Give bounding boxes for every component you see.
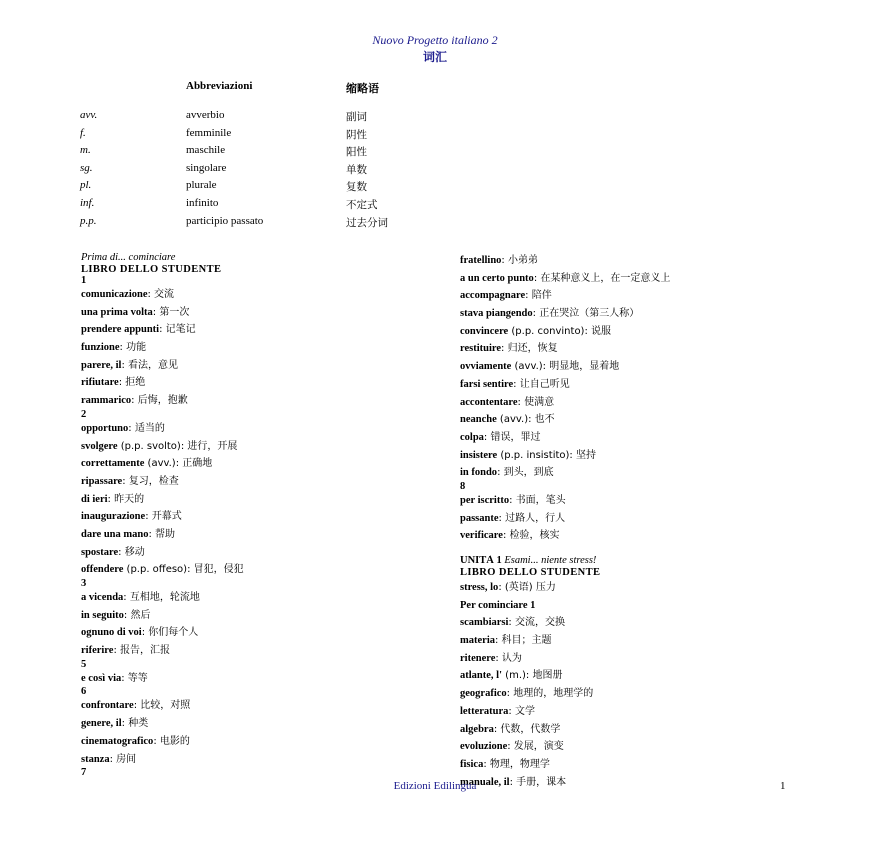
exercise-number: 2 (81, 409, 87, 420)
exercise-number: 8 (460, 481, 466, 492)
vocab-translation: : 科目；主题 (494, 635, 552, 647)
vocab-translation: : 第一次 (152, 306, 190, 318)
vocab-translation: : 过路人，行人 (498, 512, 566, 524)
vocab-translation: : 陪伴 (525, 290, 552, 302)
vocab-translation: : 等等 (121, 672, 148, 684)
abbreviation-meaning-it: singolare (186, 161, 227, 174)
exercise-number: 1 (81, 276, 87, 286)
vocab-translation: : 种类 (121, 718, 149, 730)
vocab-word: in fondo (460, 467, 498, 479)
vocab-word: rifiutare (81, 377, 119, 389)
unit-name: Esami... niente stress! (501, 555, 597, 566)
exercise-number: 3 (81, 579, 87, 589)
vocab-entry (460, 252, 800, 270)
vocab-translation: : 代数，代数学 (493, 723, 561, 735)
vocab-entry (460, 305, 800, 323)
vocab-entry (460, 738, 800, 756)
vocab-entry (81, 339, 421, 357)
exercise-number: 7 (81, 768, 87, 779)
vocab-entry (460, 287, 800, 305)
vocab-entry (81, 670, 421, 688)
vocab-entry (81, 438, 421, 456)
abbreviation-meaning-cn: 单数 (346, 163, 367, 176)
vocab-entry (81, 374, 421, 392)
vocab-entry (460, 527, 800, 545)
abbreviation-meaning-cn: 不定式 (346, 199, 378, 211)
vocab-word: algebra (460, 723, 494, 735)
vocab-translation: : 帮助 (148, 528, 176, 540)
abbreviation: p.p. (80, 214, 97, 227)
vocab-translation: : 发展，演变 (507, 741, 564, 753)
vocab-entry (460, 340, 800, 358)
vocab-word: di ieri (81, 493, 108, 505)
vocab-translation: : 后悔，抱歉 (131, 395, 188, 407)
abbreviation-meaning-it: infinito (186, 197, 219, 209)
vocab-entry (460, 597, 800, 615)
vocab-word: fratellino (460, 255, 502, 266)
book-heading: LIBRO DELLO STUDENTE (460, 567, 601, 578)
vocab-word: geografico (460, 688, 507, 700)
vocab-translation: : 交流 (147, 289, 175, 300)
abbreviation-meaning-cn: 过去分词 (346, 216, 388, 229)
exercise-number: 6 (81, 687, 87, 698)
vocab-translation: : 昨天的 (107, 493, 145, 505)
vocab-word: ognuno di voi (81, 627, 142, 639)
vocab-entry (81, 697, 421, 715)
vocab-entry (460, 358, 800, 376)
vocab-entry (81, 304, 421, 322)
abbreviation-meaning-it: avverbio (186, 109, 225, 121)
vocab-entry (81, 392, 421, 410)
vocab-word: confrontare (81, 700, 134, 712)
abbreviation-meaning-cn: 副词 (346, 111, 367, 123)
abbreviations-heading-cn: 缩略语 (346, 82, 379, 95)
vocab-word: e così via (81, 672, 122, 684)
vocab-word: stava piangendo (460, 308, 533, 320)
vocab-entry (81, 286, 421, 304)
vocab-translation: : 归还，恢复 (501, 343, 558, 355)
vocab-translation: : 文学 (508, 705, 535, 717)
vocab-translation: (p.p. insistito): 坚持 (497, 449, 596, 461)
vocab-entry (460, 579, 800, 597)
vocab-translation: : 看法，意见 (121, 359, 178, 371)
vocab-entry (460, 510, 800, 528)
vocab-entry (81, 321, 421, 339)
vocab-entry (460, 464, 800, 482)
vocab-word: genere, il (81, 718, 122, 730)
vocab-word: opportuno (81, 422, 129, 434)
vocab-word: insistere (460, 449, 498, 461)
vocab-word: Per cominciare 1 (460, 599, 536, 611)
vocab-translation: (p.p. offeso): 冒犯，侵犯 (123, 564, 244, 576)
vocab-entry (81, 589, 421, 607)
section-title: Prima di... cominciare (81, 252, 176, 263)
vocab-translation: : 功能 (119, 342, 147, 354)
vocab-entry (460, 632, 800, 650)
vocab-translation: : 适当的 (128, 422, 165, 434)
vocab-translation: : 检验，核实 (502, 530, 560, 542)
vocab-entry (460, 323, 800, 341)
vocab-entry (81, 455, 421, 473)
vocab-word: atlante, l' (460, 670, 502, 682)
vocab-translation: : 开幕式 (145, 511, 182, 523)
vocab-entry (81, 715, 421, 733)
vocab-word: stanza (81, 753, 110, 765)
vocab-word: restituire (460, 343, 502, 355)
vocab-translation: : 在某种意义上，在一定意义上 (533, 272, 671, 284)
vocab-word: convincere (460, 325, 509, 337)
abbreviation-meaning-it: participio passato (186, 214, 264, 227)
vocab-entry (460, 756, 800, 774)
vocab-word: fisica (460, 758, 484, 770)
vocab-word: colpa (460, 431, 484, 443)
abbreviation-meaning-it: plurale (186, 179, 217, 192)
vocab-translation: : 然后 (123, 609, 151, 621)
abbreviation-meaning-cn: 复数 (346, 181, 367, 194)
vocab-translation: : 移动 (118, 546, 145, 558)
vocab-word: cinematografico (81, 735, 154, 747)
vocab-word: a un certo punto (460, 272, 534, 284)
vocab-word: in seguito (81, 609, 124, 621)
vocab-word: per iscritto (460, 494, 510, 506)
vocab-translation: : 让自己听见 (513, 378, 570, 390)
exercise-number: 5 (81, 659, 87, 670)
vocab-entry (81, 624, 421, 642)
vocab-translation: : 记笔记 (159, 324, 196, 336)
vocab-entry (81, 508, 421, 526)
vocab-translation: : 认为 (495, 652, 522, 664)
vocab-entry (460, 721, 800, 739)
page-number: 1 (780, 780, 786, 792)
vocab-entry (460, 270, 800, 288)
abbreviations-heading: Abbreviazioni (186, 80, 253, 92)
vocab-entry (460, 394, 800, 412)
vocab-translation: : 小弟弟 (501, 255, 538, 266)
vocab-word: una prima volta (81, 306, 153, 318)
vocab-word: svolgere (81, 440, 118, 452)
vocab-word: evoluzione (460, 741, 508, 753)
vocab-translation: : 手册，课本 (509, 776, 567, 788)
vocab-word: ripassare (81, 475, 123, 487)
vocab-word: inaugurazione (81, 511, 146, 523)
vocab-entry (460, 411, 800, 429)
vocab-entry (81, 420, 421, 438)
vocab-translation: : 到头，到底 (497, 467, 554, 479)
document-title: Nuovo Progetto italiano 2 (372, 33, 498, 47)
vocab-entry (81, 607, 421, 625)
vocab-translation: (avv.): 明显地，显着地 (511, 361, 620, 373)
abbreviation-meaning-it: femminile (186, 126, 232, 139)
vocab-translation: : 报告，汇报 (113, 645, 171, 657)
vocab-word: prendere appunti (81, 324, 160, 336)
vocab-word: comunicazione (81, 289, 148, 300)
vocab-word: dare una mano (81, 528, 149, 540)
vocab-translation: : 电影的 (153, 735, 190, 747)
unit-title (460, 555, 800, 567)
vocab-translation: : (英语) 压力 (498, 582, 556, 593)
vocab-entry (460, 492, 800, 510)
vocab-translation: (p.p. convinto): 说服 (508, 325, 612, 337)
vocab-word: materia (460, 635, 495, 647)
vocab-translation: : 物理，物理学 (483, 758, 550, 770)
vocab-entry (460, 703, 800, 721)
vocab-word: passante (460, 512, 499, 524)
vocab-translation: (m.): 地图册 (502, 670, 563, 682)
abbreviation: f. (80, 126, 86, 139)
vocab-word: stress, lo (460, 582, 499, 593)
vocab-translation: : 你们每个人 (141, 627, 199, 639)
vocab-translation: : 互相地，轮流地 (123, 592, 200, 603)
vocab-word: manuale, il (460, 776, 510, 788)
vocab-word: scambiarsi (460, 617, 509, 629)
vocab-entry (460, 429, 800, 447)
vocab-word: verificare (460, 530, 503, 542)
abbreviation: inf. (80, 197, 95, 209)
abbreviation: avv. (80, 109, 98, 121)
vocab-word: accontentare (460, 396, 518, 408)
unit-number: UNITÀ 1 (460, 555, 502, 566)
vocab-translation: : 房间 (109, 753, 137, 765)
vocab-word: farsi sentire (460, 378, 514, 390)
vocab-entry (460, 667, 800, 685)
vocab-translation: : 正在哭泣（第三人称） (532, 308, 640, 320)
vocab-translation: : 错误，罪过 (483, 431, 541, 443)
spacer (460, 545, 800, 555)
vocab-translation: : 比较，对照 (133, 700, 191, 712)
book-heading: LIBRO DELLO STUDENTE (81, 264, 222, 275)
abbreviation: pl. (80, 179, 92, 192)
vocab-translation: : 复习，检查 (122, 475, 179, 487)
vocab-entry (460, 376, 800, 394)
vocab-word: funzione (81, 342, 120, 354)
vocab-translation: : 使满意 (517, 396, 555, 408)
vocab-translation: (avv.): 也不 (496, 414, 555, 426)
vocab-entry (460, 685, 800, 703)
abbreviation-meaning-cn: 阴性 (346, 128, 367, 141)
vocab-entry (460, 650, 800, 668)
vocab-entry (460, 614, 800, 632)
vocab-word: correttamente (81, 458, 145, 470)
vocab-entry (81, 561, 421, 579)
vocab-entry (81, 357, 421, 375)
abbreviation: m. (80, 144, 91, 157)
abbreviation-meaning-cn: 阳性 (346, 146, 367, 159)
vocab-word: a vicenda (81, 592, 124, 603)
vocab-word: letteratura (460, 705, 509, 717)
vocab-translation: : 拒绝 (118, 377, 146, 389)
abbreviation: sg. (80, 161, 93, 174)
vocab-translation: : 交流，交换 (508, 617, 565, 629)
vocab-word: ritenere (460, 652, 496, 664)
footer-publisher: Edizioni Edilingua (393, 780, 477, 792)
vocab-word: riferire (81, 645, 114, 657)
vocab-entry (81, 544, 421, 562)
vocab-entry (81, 491, 421, 509)
vocab-word: accompagnare (460, 290, 526, 302)
vocab-word: spostare (81, 546, 119, 558)
vocab-word: offendere (81, 564, 124, 576)
abbreviation-meaning-it: maschile (186, 144, 226, 157)
vocab-translation: (avv.): 正确地 (144, 458, 213, 470)
vocab-word: parere, il (81, 359, 122, 371)
document-subtitle: 词汇 (422, 50, 447, 64)
vocab-translation: : 地理的，地理学的 (506, 688, 594, 700)
vocab-word: neanche (460, 414, 497, 426)
vocabulary-column-left (81, 252, 421, 778)
vocab-entry (81, 733, 421, 751)
vocab-entry (81, 526, 421, 544)
vocab-entry (81, 642, 421, 660)
vocab-translation: : 书面，笔头 (509, 494, 566, 506)
vocab-word: rammarico (81, 395, 132, 407)
vocab-entry (81, 473, 421, 491)
vocabulary-column-right (460, 252, 800, 791)
vocab-entry (81, 751, 421, 769)
vocab-translation: (p.p. svolto): 进行，开展 (117, 440, 238, 452)
vocab-word: ovviamente (460, 361, 512, 373)
vocab-entry (460, 447, 800, 465)
